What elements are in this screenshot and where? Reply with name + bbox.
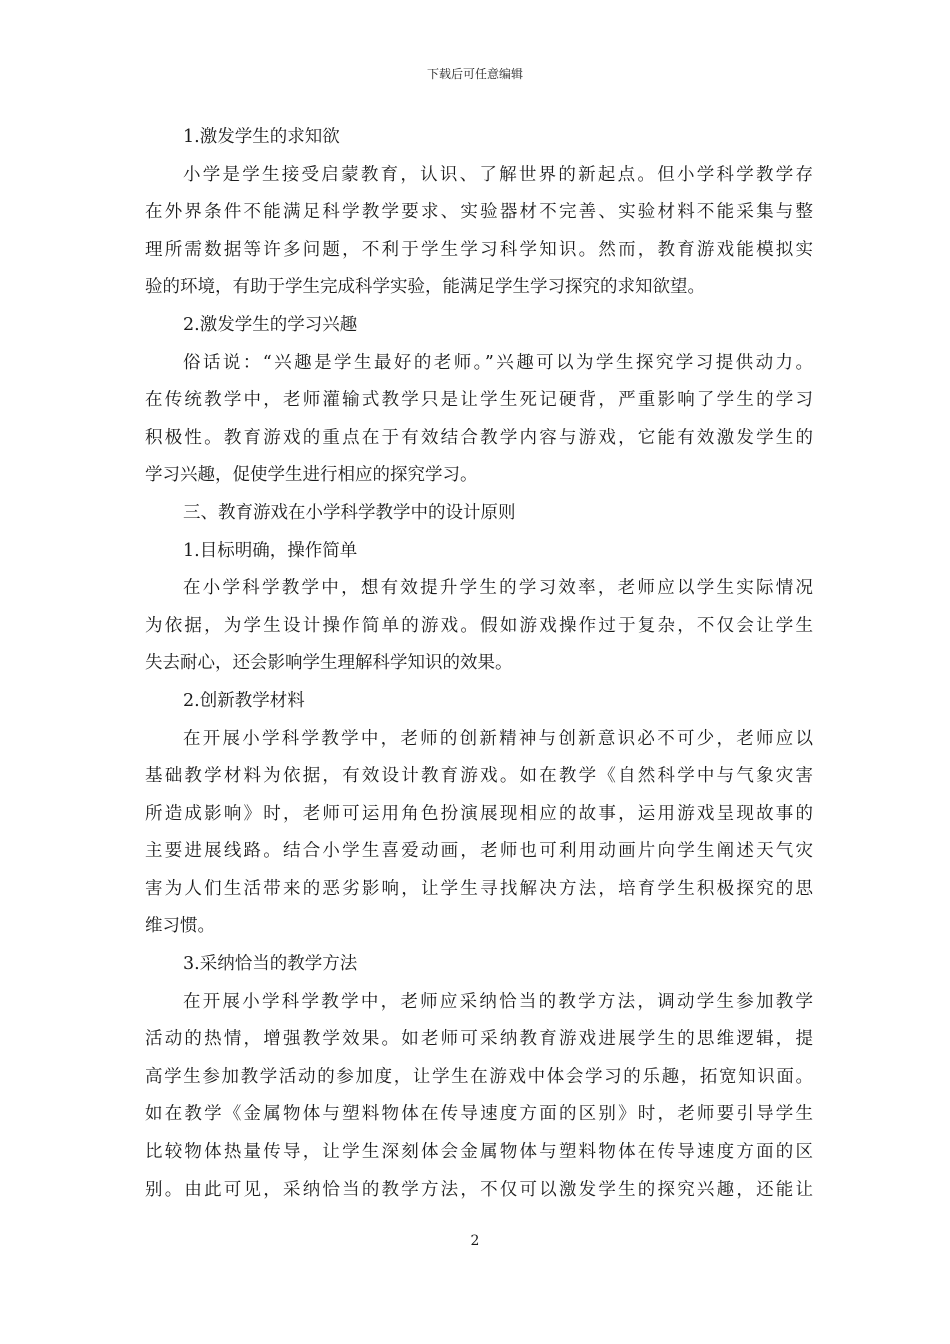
paragraph-line: 维习惯。	[145, 916, 215, 937]
paragraph-line: 在传统教学中，老师灌输式教学只是让学生死记硬背，严重影响了学生的学习	[145, 390, 813, 411]
section-heading: 三、教育游戏在小学科学教学中的设计原则	[183, 502, 516, 523]
paragraph-line: 主要进展线路。结合小学生喜爱动画，老师也可利用动画片向学生阐述天气灾	[145, 841, 813, 862]
paragraph-line: 积极性。教育游戏的重点在于有效结合教学内容与游戏，它能有效激发学生的	[145, 427, 813, 448]
paragraph-line: 在外界条件不能满足科学教学要求、实验器材不完善、实验材料不能采集与整	[145, 202, 813, 223]
page-number: 2	[470, 1233, 480, 1249]
subheading-1: 1.激发学生的求知欲	[183, 127, 340, 147]
paragraph-line: 高学生参加教学活动的参加度，让学生在游戏中体会学习的乐趣，拓宽知识面。	[145, 1066, 813, 1087]
paragraph-line: 比较物体热量传导，让学生深刻体会金属物体与塑料物体在传导速度方面的区	[145, 1142, 813, 1163]
subheading-2: 2.创新教学材料	[183, 690, 305, 711]
paragraph-line: 在开展小学科学教学中，老师应采纳恰当的教学方法，调动学生参加教学	[183, 991, 813, 1012]
subheading-1: 1.目标明确，操作简单	[183, 540, 358, 561]
paragraph-line: 害为人们生活带来的恶劣影响，让学生寻找解决方法，培育学生积极探究的思	[145, 878, 813, 899]
paragraph-line: 小学是学生接受启蒙教育，认识、了解世界的新起点。但小学科学教学存	[183, 164, 813, 185]
paragraph-line: 活动的热情，增强教学效果。如老师可采纳教育游戏进展学生的思维逻辑，提	[145, 1029, 813, 1050]
paragraph-line: 在开展小学科学教学中，老师的创新精神与创新意识必不可少，老师应以	[183, 728, 813, 749]
paragraph-line: 别。由此可见，采纳恰当的教学方法，不仅可以激发学生的探究兴趣，还能让	[145, 1179, 813, 1200]
subheading-2: 2.激发学生的学习兴趣	[183, 314, 358, 335]
paragraph-line: 失去耐心，还会影响学生理解科学知识的效果。	[145, 653, 513, 674]
page-header: 下载后可任意编辑	[426, 67, 523, 81]
paragraph-line: 如在教学《金属物体与塑料物体在传导速度方面的区别》时，老师要引导学生	[145, 1104, 813, 1125]
paragraph-line: 验的环境，有助于学生完成科学实验，能满足学生学习探究的求知欲望。	[145, 277, 705, 298]
body-text	[145, 119, 813, 1209]
paragraph-line: 俗话说：“兴趣是学生最好的老师。”兴趣可以为学生探究学习提供动力。	[183, 352, 813, 373]
paragraph-line: 为依据，为学生设计操作简单的游戏。假如游戏操作过于复杂，不仅会让学生	[145, 615, 813, 636]
paragraph-line: 基础教学材料为依据，有效设计教育游戏。如在教学《自然科学中与气象灾害	[145, 766, 813, 787]
paragraph-line: 理所需数据等许多问题，不利于学生学习科学知识。然而，教育游戏能模拟实	[145, 239, 813, 260]
paragraph-line: 所造成影响》时，老师可运用角色扮演展现相应的故事，运用游戏呈现故事的	[145, 803, 813, 824]
subheading-3: 3.采纳恰当的教学方法	[183, 954, 358, 975]
paragraph-line: 在小学科学教学中，想有效提升学生的学习效率，老师应以学生实际情况	[183, 578, 813, 599]
paragraph-line: 学习兴趣，促使学生进行相应的探究学习。	[145, 465, 478, 486]
